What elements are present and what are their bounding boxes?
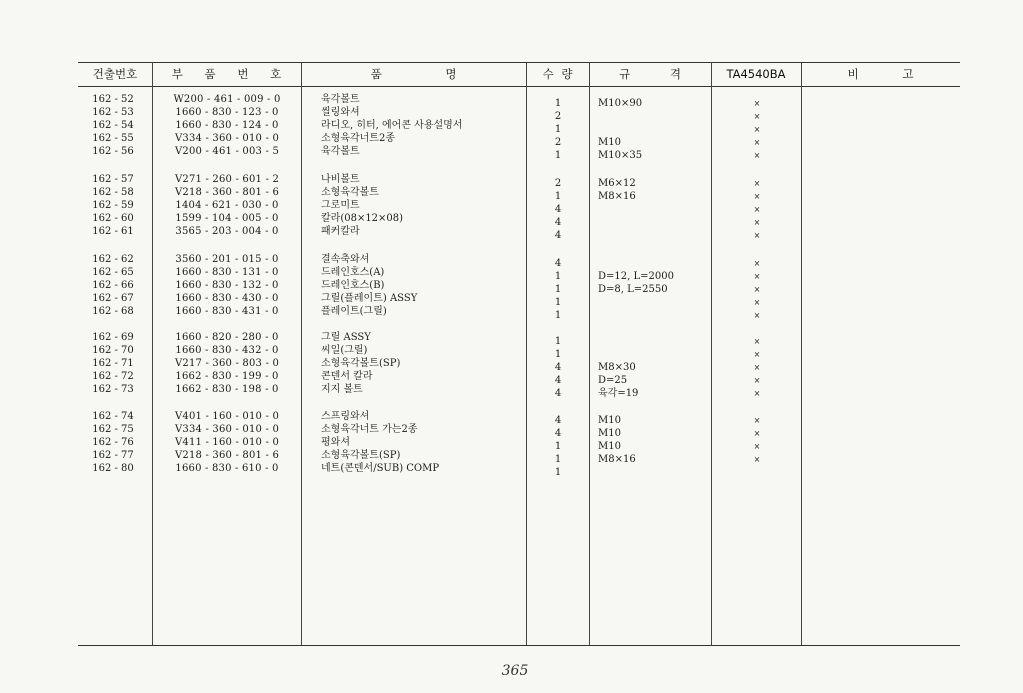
model-mark: × <box>753 376 761 385</box>
model-mark: × <box>753 442 761 451</box>
part-name: 그릴(플레이트) ASSY <box>321 293 418 304</box>
table-top-rule <box>78 62 960 63</box>
quantity: 1 <box>554 191 562 202</box>
table-row <box>0 436 1023 452</box>
item-number: 162 - 68 <box>92 306 134 317</box>
quantity: 2 <box>554 111 562 122</box>
item-number: 162 - 58 <box>92 187 134 198</box>
part-name: 결속축와셔 <box>321 254 370 265</box>
part-name: 네트(콘덴서/SUB) COMP <box>321 463 440 474</box>
part-number: 1660 - 820 - 280 - 0 <box>175 332 279 343</box>
table-row <box>0 119 1023 135</box>
table-row <box>0 199 1023 215</box>
header-bottom-rule <box>78 86 960 87</box>
quantity: 1 <box>554 284 562 295</box>
item-number: 162 - 77 <box>92 450 134 461</box>
specification: M10 <box>598 441 621 452</box>
part-number: V334 - 360 - 010 - 0 <box>174 133 280 144</box>
table-row <box>0 132 1023 148</box>
item-number: 162 - 75 <box>92 424 134 435</box>
table-row <box>0 357 1023 373</box>
model-mark: × <box>753 192 761 201</box>
item-number: 162 - 76 <box>92 437 134 448</box>
model-mark: × <box>753 272 761 281</box>
part-name: 소형육각너트 가는2종 <box>321 424 418 435</box>
model-mark: × <box>753 350 761 359</box>
specification: M6×12 <box>598 178 636 189</box>
table-row <box>0 106 1023 122</box>
item-number: 162 - 59 <box>92 200 134 211</box>
part-number: 1660 - 830 - 124 - 0 <box>175 120 279 131</box>
quantity: 4 <box>554 258 562 269</box>
model-mark: × <box>753 138 761 147</box>
header-no: 건출번호 <box>92 67 138 81</box>
quantity: 1 <box>554 297 562 308</box>
part-name: 소형육각볼트 <box>321 187 379 198</box>
part-name: 드레인호스(A) <box>321 267 385 278</box>
part-number: V217 - 360 - 803 - 0 <box>174 358 280 369</box>
quantity: 2 <box>554 178 562 189</box>
header-spec: 규 격 <box>619 67 681 81</box>
quantity: 4 <box>554 204 562 215</box>
table-row <box>0 410 1023 426</box>
item-number: 162 - 73 <box>92 384 134 395</box>
part-number: 1660 - 830 - 610 - 0 <box>175 463 279 474</box>
model-mark: × <box>753 455 761 464</box>
part-number: 1599 - 104 - 005 - 0 <box>175 213 279 224</box>
model-mark: × <box>753 259 761 268</box>
item-number: 162 - 67 <box>92 293 134 304</box>
table-row <box>0 212 1023 228</box>
item-number: 162 - 52 <box>92 94 134 105</box>
item-number: 162 - 53 <box>92 107 134 118</box>
model-mark: × <box>753 285 761 294</box>
part-name: 평와셔 <box>321 437 350 448</box>
quantity: 4 <box>554 375 562 386</box>
part-number: 1662 - 830 - 198 - 0 <box>175 384 279 395</box>
table-row <box>0 253 1023 269</box>
specification: M10×35 <box>598 150 643 161</box>
table-row <box>0 186 1023 202</box>
part-number: 3560 - 201 - 015 - 0 <box>175 254 279 265</box>
part-name: 나비볼트 <box>321 174 360 185</box>
quantity: 4 <box>554 230 562 241</box>
model-mark <box>712 466 802 479</box>
quantity: 4 <box>554 217 562 228</box>
part-number: V218 - 360 - 801 - 6 <box>174 450 280 461</box>
table-bottom-rule <box>78 645 960 646</box>
part-number: 1660 - 830 - 132 - 0 <box>175 280 279 291</box>
table-row <box>0 292 1023 308</box>
model-mark: × <box>753 363 761 372</box>
part-name: 육각볼트 <box>321 94 360 105</box>
specification: M8×16 <box>598 454 636 465</box>
table-row <box>0 370 1023 386</box>
header-qty: 수 량 <box>542 67 573 81</box>
part-number: 1404 - 621 - 030 - 0 <box>175 200 279 211</box>
quantity: 4 <box>554 428 562 439</box>
item-number: 162 - 65 <box>92 267 134 278</box>
model-mark: × <box>753 151 761 160</box>
part-name: 그릴 ASSY <box>321 332 371 343</box>
quantity: 1 <box>554 150 562 161</box>
part-name: 소형육각볼트(SP) <box>321 450 401 461</box>
model-mark: × <box>753 231 761 240</box>
header-remarks: 비 고 <box>847 67 914 81</box>
specification <box>598 309 708 322</box>
part-number: 3565 - 203 - 004 - 0 <box>175 226 279 237</box>
item-number: 162 - 57 <box>92 174 134 185</box>
table-row <box>0 423 1023 439</box>
specification: D=25 <box>598 375 628 386</box>
specification: M10 <box>598 415 621 426</box>
table-row <box>0 344 1023 360</box>
item-number: 162 - 69 <box>92 332 134 343</box>
table-row <box>0 173 1023 189</box>
specification: D=8, L=2550 <box>598 284 668 295</box>
item-number: 162 - 72 <box>92 371 134 382</box>
part-number: V411 - 160 - 010 - 0 <box>174 437 280 448</box>
part-number: 1660 - 830 - 431 - 0 <box>175 306 279 317</box>
model-mark: × <box>753 218 761 227</box>
part-name: 그로미트 <box>321 200 360 211</box>
part-name: 플레이트(그릴) <box>321 306 387 317</box>
quantity: 1 <box>554 124 562 135</box>
quantity: 4 <box>554 388 562 399</box>
item-number: 162 - 66 <box>92 280 134 291</box>
item-number: 162 - 71 <box>92 358 134 369</box>
part-name: 지지 볼트 <box>321 384 363 395</box>
part-number: 1660 - 830 - 123 - 0 <box>175 107 279 118</box>
table-row <box>0 449 1023 465</box>
specification: 육각=19 <box>598 388 639 399</box>
table-row <box>0 93 1023 109</box>
item-number: 162 - 56 <box>92 146 134 157</box>
header-name: 품 명 <box>370 67 457 81</box>
header-model: TA4540BA <box>726 67 786 81</box>
quantity: 1 <box>554 271 562 282</box>
quantity: 2 <box>554 137 562 148</box>
item-number: 162 - 60 <box>92 213 134 224</box>
model-mark: × <box>753 298 761 307</box>
model-mark: × <box>753 125 761 134</box>
part-number: 1660 - 830 - 432 - 0 <box>175 345 279 356</box>
part-number: 1660 - 830 - 131 - 0 <box>175 267 279 278</box>
quantity: 1 <box>554 441 562 452</box>
model-mark: × <box>753 429 761 438</box>
specification <box>598 229 708 242</box>
quantity: 4 <box>554 362 562 373</box>
table-row <box>0 331 1023 347</box>
table-row <box>0 279 1023 295</box>
item-number: 162 - 80 <box>92 463 134 474</box>
specification: M8×16 <box>598 191 636 202</box>
table-row <box>0 462 1023 478</box>
specification <box>598 466 708 479</box>
item-number: 162 - 55 <box>92 133 134 144</box>
specification: M8×30 <box>598 362 636 373</box>
part-name: 라디오, 히터, 에어콘 사용설명서 <box>321 120 463 131</box>
model-mark: × <box>753 337 761 346</box>
model-mark: × <box>753 311 761 320</box>
specification: D=12, L=2000 <box>598 271 674 282</box>
part-number: W200 - 461 - 009 - 0 <box>173 94 281 105</box>
part-name: 콘덴서 칼라 <box>321 371 373 382</box>
model-mark: × <box>753 416 761 425</box>
quantity: 1 <box>554 336 562 347</box>
model-mark: × <box>753 389 761 398</box>
part-number: 1660 - 830 - 430 - 0 <box>175 293 279 304</box>
item-number: 162 - 62 <box>92 254 134 265</box>
specification: M10 <box>598 137 621 148</box>
model-mark: × <box>753 112 761 121</box>
part-name: 드레인호스(B) <box>321 280 385 291</box>
page-number: 365 <box>501 663 529 679</box>
table-row <box>0 383 1023 399</box>
table-row <box>0 225 1023 241</box>
part-name: 스프링와셔 <box>321 411 370 422</box>
part-number: V218 - 360 - 801 - 6 <box>174 187 280 198</box>
quantity: 1 <box>554 454 562 465</box>
part-name: 육각볼트 <box>321 146 360 157</box>
item-number: 162 - 54 <box>92 120 134 131</box>
quantity: 1 <box>554 98 562 109</box>
header-part-no: 부 품 번 호 <box>171 67 282 81</box>
model-mark: × <box>753 179 761 188</box>
quantity: 1 <box>554 467 562 478</box>
table-row <box>0 145 1023 161</box>
table-row <box>0 305 1023 321</box>
part-name: 칼라(08×12×08) <box>321 213 404 224</box>
quantity: 1 <box>554 349 562 360</box>
specification: M10 <box>598 428 621 439</box>
part-number: V401 - 160 - 010 - 0 <box>174 411 280 422</box>
model-mark: × <box>753 205 761 214</box>
part-number: V271 - 260 - 601 - 2 <box>174 174 280 185</box>
part-name: 패커칼라 <box>321 226 360 237</box>
part-number: V334 - 360 - 010 - 0 <box>174 424 280 435</box>
part-name: 소형육각너트2종 <box>321 133 395 144</box>
model-mark: × <box>753 99 761 108</box>
part-number: V200 - 461 - 003 - 5 <box>174 146 280 157</box>
table-row <box>0 266 1023 282</box>
quantity: 4 <box>554 415 562 426</box>
quantity: 1 <box>554 310 562 321</box>
part-name: 씰링와셔 <box>321 107 360 118</box>
part-name: 소형육각볼트(SP) <box>321 358 401 369</box>
specification: M10×90 <box>598 98 643 109</box>
item-number: 162 - 61 <box>92 226 134 237</box>
item-number: 162 - 74 <box>92 411 134 422</box>
item-number: 162 - 70 <box>92 345 134 356</box>
part-number: 1662 - 830 - 199 - 0 <box>175 371 279 382</box>
part-name: 씨일(그릴) <box>321 345 368 356</box>
